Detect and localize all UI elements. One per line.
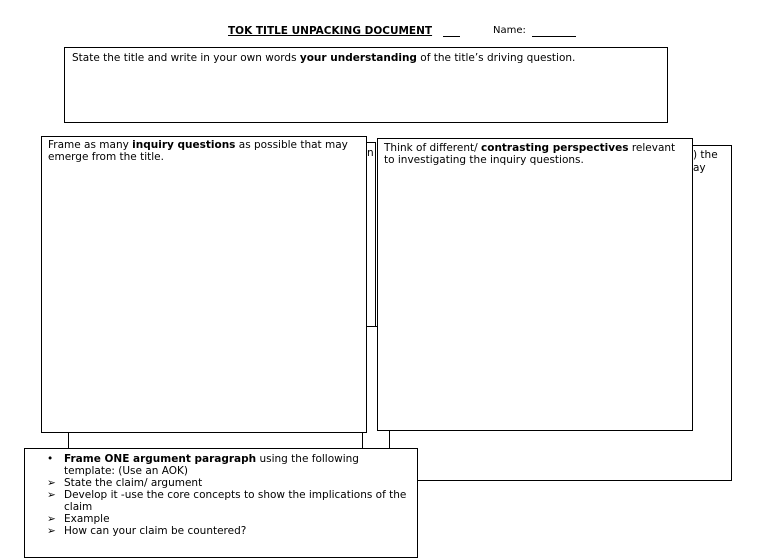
inquiry-questions-prompt [48, 139, 360, 163]
arrow-bullet-icon: ➢ [47, 525, 56, 537]
inquiry-text-bold: inquiry questions [132, 139, 236, 151]
title-underline-extension [443, 36, 460, 37]
argument-step-text: State the claim/ argument [64, 477, 203, 489]
connector-line [362, 432, 363, 449]
prompt-text-bold: your understanding [299, 52, 417, 64]
perspectives-prompt [384, 142, 686, 166]
bullet-icon: • [47, 453, 54, 465]
argument-step-text: Develop it -use the core concepts to show the implications of the claim [64, 489, 407, 513]
inquiry-text-before: Frame as many [48, 139, 133, 151]
argument-paragraph-box[interactable] [24, 448, 418, 558]
name-label: Name: [493, 25, 526, 36]
argument-step-item [25, 513, 411, 525]
perspectives-box[interactable] [377, 138, 693, 431]
document-title: TOK TITLE UNPACKING DOCUMENT [228, 25, 433, 37]
argument-step-item [25, 525, 411, 537]
hidden-fragment-right-2: ay [693, 162, 706, 174]
perspectives-text-before: Think of different/ [384, 142, 481, 154]
argument-intro-rest: using the following template: (Use an AOK) [64, 453, 359, 477]
name-field[interactable] [532, 36, 576, 37]
connector-line [68, 432, 69, 449]
arrow-bullet-icon: ➢ [47, 477, 56, 489]
hidden-fragment-left: n [367, 147, 374, 159]
argument-step-item [25, 477, 411, 489]
arrow-bullet-icon: ➢ [47, 513, 56, 525]
prompt-text-after: of the title’s driving question. [416, 52, 576, 64]
title-understanding-prompt [72, 52, 660, 64]
argument-step-item [25, 489, 411, 513]
argument-intro-item [25, 453, 411, 477]
inquiry-text-after: as possible that may emerge from the title. [48, 139, 348, 163]
argument-step-text: Example [64, 513, 110, 525]
header-row [0, 25, 768, 39]
prompt-text-before: State the title and write in your own words [72, 52, 300, 64]
hidden-fragment-right-1: ) the [693, 149, 718, 161]
arrow-bullet-icon: ➢ [47, 489, 56, 501]
argument-step-text: How can your claim be countered? [64, 525, 247, 537]
title-understanding-box[interactable] [64, 47, 668, 123]
perspectives-text-after: relevant to investigating the inquiry questions. [384, 142, 676, 166]
argument-instructions [25, 453, 411, 537]
perspectives-text-bold: contrasting perspectives [481, 142, 629, 154]
inquiry-questions-box[interactable] [41, 136, 367, 433]
argument-intro-bold: Frame ONE argument paragraph [64, 453, 257, 465]
